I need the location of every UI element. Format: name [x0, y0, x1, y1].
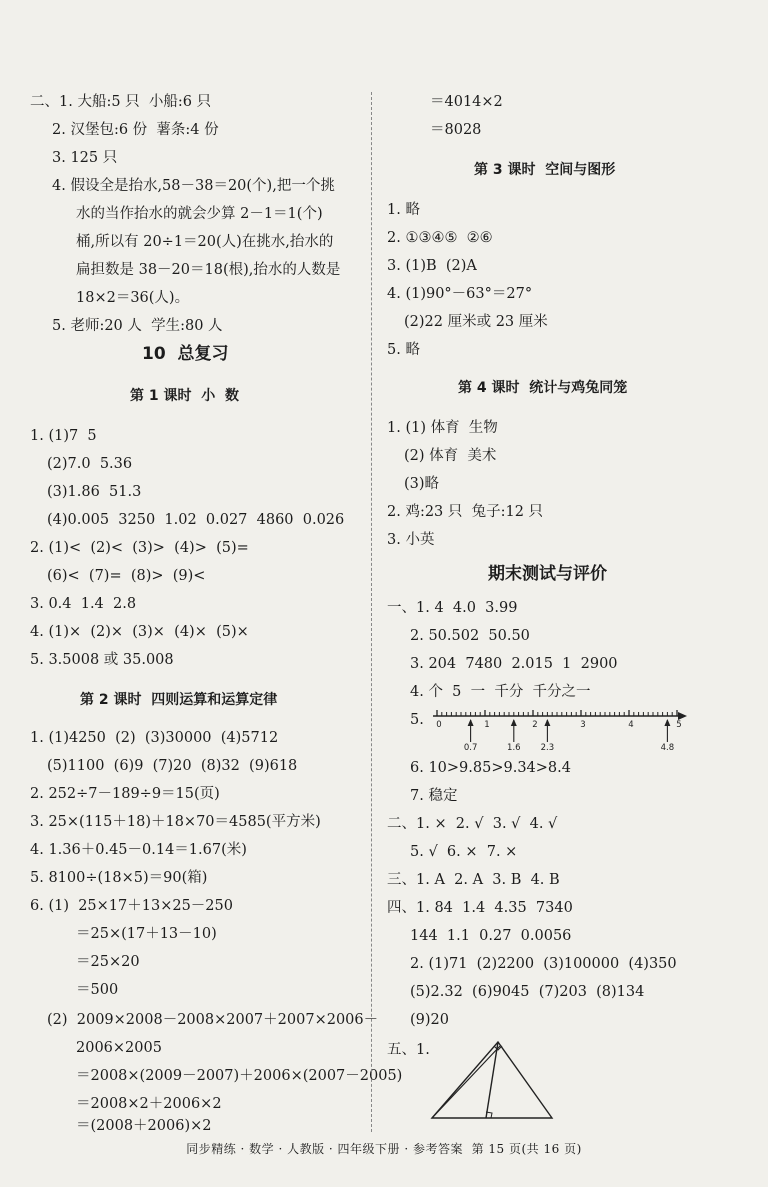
answer-line: 4. (1)× (2)× (3)× (4)× (5)× [30, 624, 249, 640]
answer-line: 2006×2005 [76, 1040, 162, 1056]
number-line-tick-label: 2 [532, 720, 538, 730]
answer-line: (5)2.32 (6)9045 (7)203 (8)134 [410, 984, 645, 1000]
answer-line: ＝4014×2 [430, 94, 503, 110]
answer-line: 5. 3.5008 或 35.008 [30, 652, 174, 668]
number-line-marker-label: 2.3 [540, 743, 555, 753]
number-line-marker-label: 1.6 [507, 743, 521, 753]
answer-line: 6. 10>9.85>9.34>8.4 [410, 760, 571, 776]
answer-line: 3. 125 只 [52, 150, 118, 166]
answer-line: 1. (1) 体育 生物 [387, 420, 498, 436]
number-line-tick-label: 3 [580, 720, 586, 730]
answer-line: 二、1. × 2. √ 3. √ 4. √ [387, 816, 558, 832]
answer-line: (3)1.86 51.3 [47, 484, 142, 500]
answer-line: (6)< (7)= (8)> (9)< [47, 568, 206, 584]
number-line-marker-label: 4.8 [660, 743, 675, 753]
lesson-title: 第 4 课时 统计与鸡兔同笼 [458, 380, 628, 396]
answer-line: 2. 汉堡包:6 份 薯条:4 份 [52, 122, 219, 138]
answer-line: ＝(2008＋2006)×2 [76, 1118, 212, 1134]
answer-line: 3. (1)B (2)A [387, 258, 477, 274]
answer-line: 5. 略 [387, 342, 420, 358]
answer-line: 4. 1.36＋0.45－0.14＝1.67(米) [30, 842, 247, 858]
answer-line: ＝2008×(2009－2007)＋2006×(2007－2005) [76, 1068, 403, 1084]
answer-line: 扁担数是 38－20＝18(根),抬水的人数是 [76, 262, 341, 278]
answer-line: 2. (1)< (2)< (3)> (4)> (5)= [30, 540, 249, 556]
answer-line: (2) 体育 美术 [404, 448, 497, 464]
answer-line: 四、1. 84 1.4 4.35 7340 [387, 900, 573, 916]
answer-line: (2)22 厘米或 23 厘米 [404, 314, 548, 330]
answer-line: 2. ①③④⑤ ②⑥ [387, 230, 493, 246]
answer-line: ＝25×20 [76, 954, 140, 970]
answer-line: (3)略 [404, 476, 440, 492]
number-line-arrow-icon [678, 712, 687, 720]
answer-line: 1. (1)4250 (2) (3)30000 (4)5712 [30, 730, 279, 746]
answer-line: 3. 0.4 1.4 2.8 [30, 596, 137, 612]
answer-line: 5. √ 6. × 7. × [410, 844, 518, 860]
answer-line: 1. (1)7 5 [30, 428, 97, 444]
answer-line: 三、1. A 2. A 3. B 4. B [387, 872, 560, 888]
answer-line: 水的当作抬水的就会少算 2－1＝1(个) [76, 206, 323, 222]
answer-line: 144 1.1 0.27 0.0056 [410, 928, 572, 944]
lesson-title: 第 2 课时 四则运算和运算定律 [80, 692, 278, 708]
answer-line: ＝500 [76, 982, 119, 998]
lesson-title: 第 3 课时 空间与图形 [474, 162, 616, 178]
answer-line: 五、1. [387, 1042, 430, 1058]
answer-line: 2. 鸡:23 只 兔子:12 只 [387, 504, 544, 520]
answer-line: 桶,所以有 20÷1＝20(人)在挑水,抬水的 [76, 234, 334, 250]
answer-line: 4. (1)90°－63°＝27° [387, 286, 533, 302]
answer-line: 2. 50.502 50.50 [410, 628, 530, 644]
answer-line: 3. 小英 [387, 532, 435, 548]
answer-line: 2. (1)71 (2)2200 (3)100000 (4)350 [410, 956, 677, 972]
lesson-title: 第 1 课时 小 数 [130, 388, 239, 404]
answer-line: 4. 个 5 一 千分 千分之一 [410, 684, 591, 700]
answer-line: 5. 8100÷(18×5)＝90(箱) [30, 870, 208, 886]
answer-line: 6. (1) 25×17＋13×25－250 [30, 898, 233, 914]
answer-line: 一、1. 4 4.0 3.99 [387, 600, 518, 616]
answer-line: ＝25×(17＋13－10) [76, 926, 217, 942]
answer-line: (2) 2009×2008－2008×2007＋2007×2006－ [47, 1012, 379, 1028]
answer-line: 18×2＝36(人)。 [76, 290, 190, 306]
answer-line: 5. 老师:20 人 学生:80 人 [52, 318, 223, 334]
chapter-title: 10 总复习 [142, 344, 229, 364]
number-line-tick-label: 1 [484, 720, 490, 730]
answer-line: 1. 略 [387, 202, 420, 218]
answer-line: 3. 25×(115＋18)＋18×70＝4585(平方米) [30, 814, 321, 830]
page-footer: 同步精练 · 数学 · 人教版 · 四年级下册 · 参考答案 第 15 页(共 16 页) [186, 1142, 582, 1156]
arrow-up-icon [544, 719, 550, 726]
number-line-tick-label: 5 [676, 720, 682, 730]
answer-line: 4. 假设全是抬水,58－38＝20(个),把一个挑 [52, 178, 335, 194]
answer-line: ＝8028 [430, 122, 482, 138]
answer-line: 3. 204 7480 2.015 1 2900 [410, 656, 618, 672]
number-line-tick-label: 4 [628, 720, 634, 730]
answer-line: (5)1100 (6)9 (7)20 (8)32 (9)618 [47, 758, 298, 774]
answer-line: (4)0.005 3250 1.02 0.027 4860 0.026 [47, 512, 345, 528]
answer-line: 二、1. 大船:5 只 小船:6 只 [30, 94, 212, 110]
number-line-tick-label: 0 [436, 720, 442, 730]
answer-line: (2)7.0 5.36 [47, 456, 133, 472]
triangle-height-figure [428, 1036, 558, 1124]
arrow-up-icon [511, 719, 517, 726]
arrow-up-icon [468, 719, 474, 726]
number-line-figure [425, 704, 690, 752]
answer-line: ＝2008×2＋2006×2 [76, 1096, 222, 1112]
exam-title: 期末测试与评价 [488, 564, 607, 584]
answer-line: 7. 稳定 [410, 788, 458, 804]
answer-line: 2. 252÷7－189÷9＝15(页) [30, 786, 220, 802]
arrow-up-icon [664, 719, 670, 726]
answer-line: 5. [410, 712, 424, 728]
number-line-marker-label: 0.7 [463, 743, 478, 753]
answer-line: (9)20 [410, 1012, 449, 1028]
